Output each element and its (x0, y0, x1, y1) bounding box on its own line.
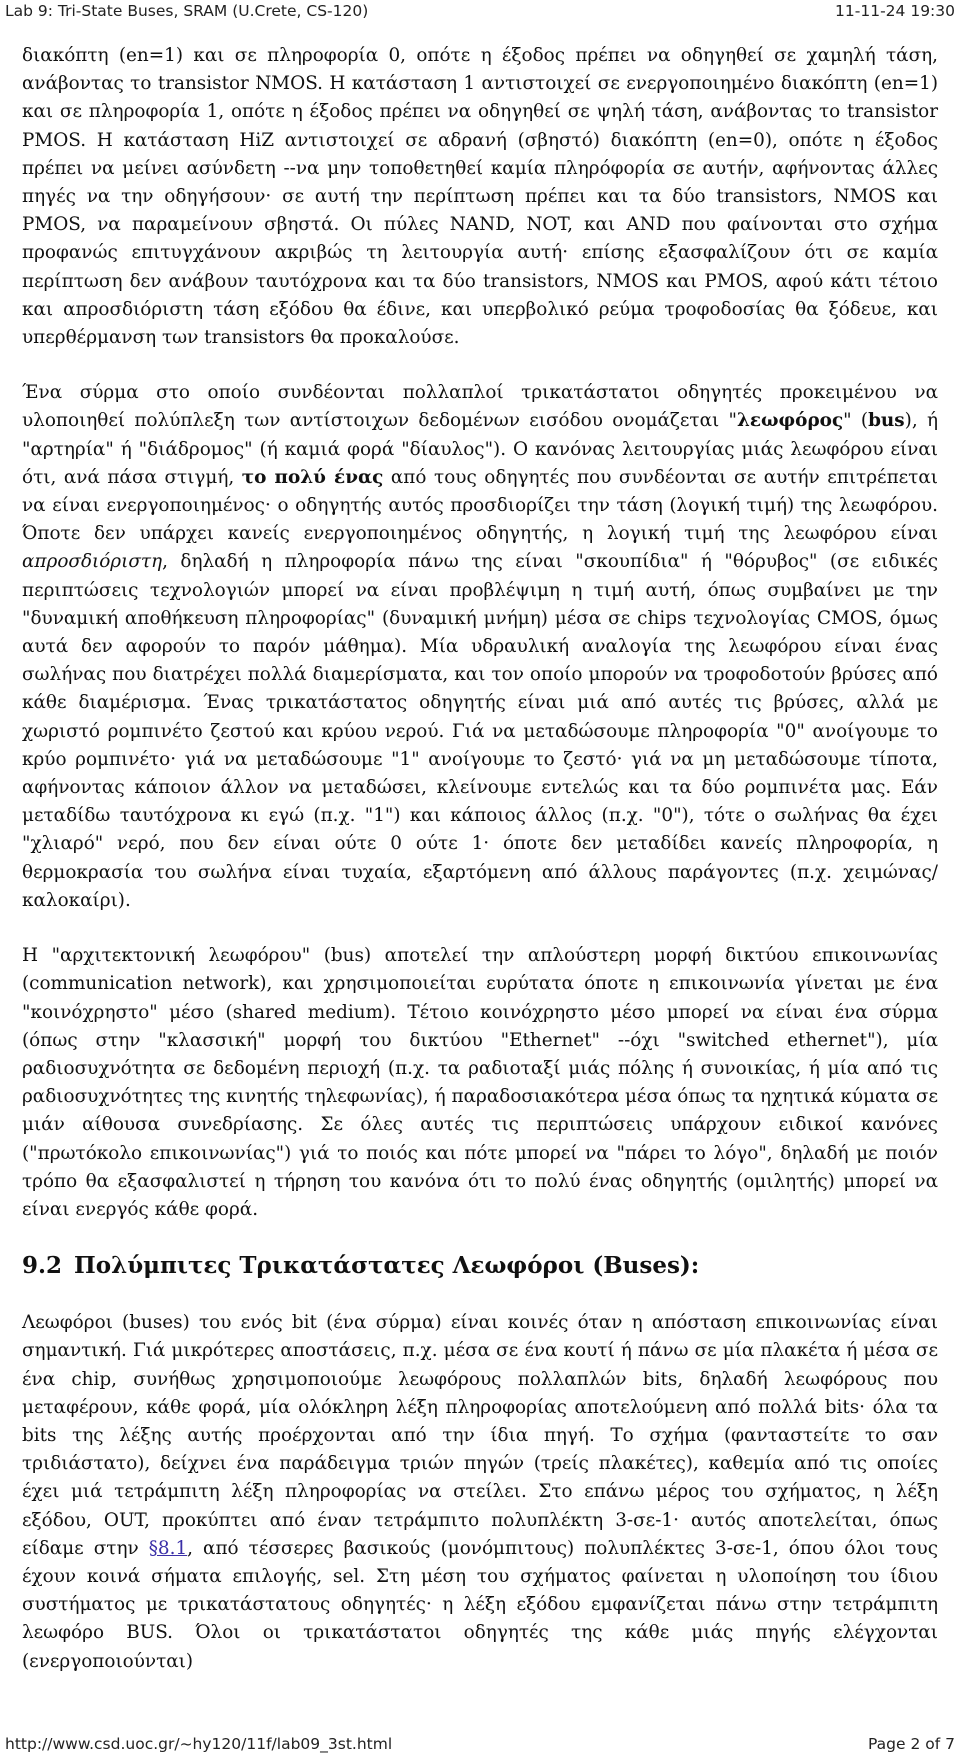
page-content (22, 42, 938, 1703)
emphasis-at-most-one: το πολύ ένας (241, 466, 384, 488)
paragraph-text: διακόπτη (en=1) και σε πληροφορία 0, οπότε η έξοδος πρέπει να οδηγηθεί σε χαμηλή τάση, ανάβοντας το transistor NMOS. Η κατάσταση 1 αντιστοιχεί σε ενεργοποιημένο διακόπτη (en=1) και σε πληροφορία 1, οπότε η έξοδος πρέπει να οδηγηθεί σε ψηλή τάση, ανάβοντας το transistor PMOS. Η κατάσταση HiZ αντιστοιχεί σε αδρανή (σβηστό) διακόπτη (en=0), οπότε η έξοδος πρέπει να μείνει ασύνδετη --να μην τοποθετηθεί καμία πληρόφορία σε αυτήν, αφήνοντας άλλες πηγές να την οδηγήσουν· σε αυτή την περίπτωση πρέπει και τα δύο transistors, NMOS και PMOS, να παραμείνουν σβηστά. Οι πύλες NAND, NOT, και AND που φαίνονται στο σχήμα προφανώς επιτυγχάνουν ακριβώς τη λειτουργία αυτή· επίσης εξασφαλίζουν ότι σε καμία περίπτωση δεν ανάβουν ταυτόχρονα και τα δύο transistors, NMOS και PMOS, αφού κάτι τέτοιο και απροσδιόριστη τάση εξόδου θα έδινε, και υπερβολικό ρεύμα τροφοδοσίας θα ξόδευε, και υπερθέρμανση των transistors θα προκαλούσε. (22, 45, 938, 349)
paragraph-bus-definition (22, 379, 938, 915)
footer-page-number: Page 2 of 7 (868, 1735, 955, 1753)
header-datetime: 11-11-24 19:30 (835, 2, 955, 20)
text-run: Λεωφόροι (buses) του ενός bit (ένα σύρμα) είναι κοινές όταν η απόσταση επικοινωνίας είναι σημαντική. Γιά μικρότερες αποστάσεις, π.χ. μέσα σε ένα κουτί ή πάνω σε μία πλακέτα ή μέσα σε ένα chip, συνήθως χρησιμοποιούμε λεωφόρους πολλαπλών bits, δηλαδή λεωφόρους που μεταφέρουν, κάθε φορά, μία ολόκληρη λέξη πληροφορίας αποτελούμενη από πολλά bits· όλα τα bits της λέξης αυτής προέρχονται από την ίδια πηγή. Το σχήμα (φανταστείτε το σαν τριδιάστατο), δείχνει ένα παράδειγμα τριών πηγών (τρείς πλακέτες), καθεμία από τις οποίες έχει μιά τετράμπιτη λέξη πληροφορίας να στείλει. Στο επάνω μέρος του σχήματος, η λέξη εξόδου, OUT, προκύπτει από έναν τετράμπιτο πολυπλέκτη 3-σε-1· αυτός αποτελείται, όπως είδαμε στην (22, 1312, 938, 1559)
section-heading (22, 1251, 938, 1281)
section-8-1-link[interactable]: §8.1 (148, 1537, 188, 1559)
text-run: , από τέσσερες βασικούς (μονόμπιτους) πολυπλέκτες 3-σε-1, όπου όλοι τους έχουν κοινά σήματα επιλογής, sel. Στη μέση του σχήματος φαίνεται η υλοποίηση του ίδιου συστήματος με τρικατάστατους οδηγητές· η λέξη εξόδου εμφανίζεται πάνω στην τετράμπιτη λεωφόρο BUS. Όλοι οι τρικατάστατοι οδηγητές της κάθε μιάς πηγής ελέγχονται (ενεργοποιούνται) (22, 1537, 939, 1672)
section-number: 9.2 (22, 1252, 63, 1280)
text-run: ), ή "αρτηρία" ή "διάδρομος" (ή καμιά φορά "δίαυλος"). Ο κανόνας λειτουργίας μιάς λεωφόρου είναι ότι, ανά πάσα στιγμή, (22, 410, 939, 488)
paragraph-text: Η "αρχιτεκτονική λεωφόρου" (bus) αποτελεί την απλούστερη μορφή δικτύου επικοινωνίας (communication network), και χρησιμοποιείται ευρύτατα όποτε η επικοινωνία γίνεται με ένα "κοινόχρηστο" μέσο (shared medium). Τέτοιο κοινόχρηστο μέσο μπορεί να είναι ένα σύρμα (όπως στην "κλασσική" μορφή του δικτύου "Ethernet" --όχι "switched ethernet"), μία ραδιοσυχνότητα σε δεδομένη περιοχή (π.χ. τα ραδιοταξί μιάς πόλης ή συνοικίας, ή μία από τις ραδιοσυχνότητες της κινητής τηλεφωνίας), ή παραδοσιακότερα μέσα όπως τα ηχητικά κύματα σε μιάν αίθουσα συνεδρίασης. Σε όλες αυτές τις περιπτώσεις υπάρχουν ειδικοί κανόνες ("πρωτόκολο επικοινωνίας") γιά το ποιός και πότε μπορεί να "πάρει το λόγο", δηλαδή με ποιόν τρόπο θα εξασφαλιστεί η τήρηση του κανόνα ότι το πολύ ένας οδηγητής (ομιλητής) μπορεί να είναι ενεργός κάθε φορά. (22, 945, 938, 1220)
header-title: Lab 9: Tri-State Buses, SRAM (U.Crete, CS-120) (5, 2, 369, 20)
term-bus: bus (868, 410, 905, 432)
emphasis-undefined: απροσδιόριστη (22, 551, 163, 573)
term-bus-greek: λεωφόρος (736, 410, 844, 432)
paragraph-multibit-buses (22, 1309, 938, 1676)
text-run: από τους οδηγητές που συνδέονται σε αυτήν επιτρέπεται να είναι ενεργοποιημένος· ο οδηγητής αυτός προσδιορίζει την τάση (λογική τιμή) της λεωφόρου. Όποτε δεν υπάρχει κανείς ενεργοποιημένος οδηγητής, η λογική τιμή της λεωφόρου είναι (22, 466, 938, 545)
paragraph-tristate-states (22, 42, 938, 352)
footer-url: http://www.csd.uoc.gr/~hy120/11f/lab09_3st.html (5, 1735, 393, 1753)
print-header (0, 2, 960, 20)
print-footer (0, 1735, 960, 1753)
text-run: Ένα σύρμα στο οποίο συνδέονται πολλαπλοί τρικατάστατοι οδηγητές προκειμένου να υλοποιηθεί πολύπλεξη των αντίστοιχων δεδομένων εισόδου ονομάζεται " (22, 382, 938, 432)
text-run: , δηλαδή η πληροφορία πάνω της είναι "σκουπίδια" ή "θόρυβος" (σε ειδικές περιπτώσεις τεχνολογιών μπορεί να είναι προβλέψιμη η τιμή αυτή, όπως συμβαίνει με την "δυναμική αποθήκευση πληροφορίας" (δυναμική μνήμη) μέσα σε chips τεχνολογίας CMOS, όμως αυτά δεν αφορούν το παρόν μάθημα). Μία υδραυλική αναλογία της λεωφόρου είναι ένας σωλήνας που διατρέχει πολλά διαμερίσματα, και τον οποίο μπορούν να τροφοδοτούν βρύσες από κάθε διαμέρισμα. Ένας τρικατάστατος οδηγητής είναι μιά από αυτές τις βρύσες, αλλά με χωριστό ρομπινέτο ζεστού και κρύου νερού. Γιά να μεταδώσουμε πληροφορία "0" ανοίγουμε το κρύο ρομπινέτο· γιά να μεταδώσουμε "1" ανοίγουμε το ζεστό· γιά να μη μεταδώσουμε τίποτα, αφήνοντας κάποιον άλλον να μεταδώσει, κλείνουμε εντελώς και τα δύο ρομπινέτα μας. Εάν μεταδίδω ταυτόχρονα κι εγώ (π.χ. "1") και κάποιος άλλος (π.χ. "0"), τότε ο σωλήνας θα έχει "χλιαρό" νερό, που δεν είναι ούτε 0 ούτε 1· όποτε δεν μεταδίδει κανείς πληροφορία, η θερμοκρασία του σωλήνα είναι τυχαία, εξαρτόμενη από άλλους παράγοντες (π.χ. χειμώνας/καλοκαίρι). (22, 551, 938, 911)
section-title: Πολύμπιτες Τρικατάστατες Λεωφόροι (Buses): (74, 1252, 700, 1280)
text-run: " ( (843, 410, 869, 432)
paragraph-bus-architecture (22, 942, 938, 1224)
